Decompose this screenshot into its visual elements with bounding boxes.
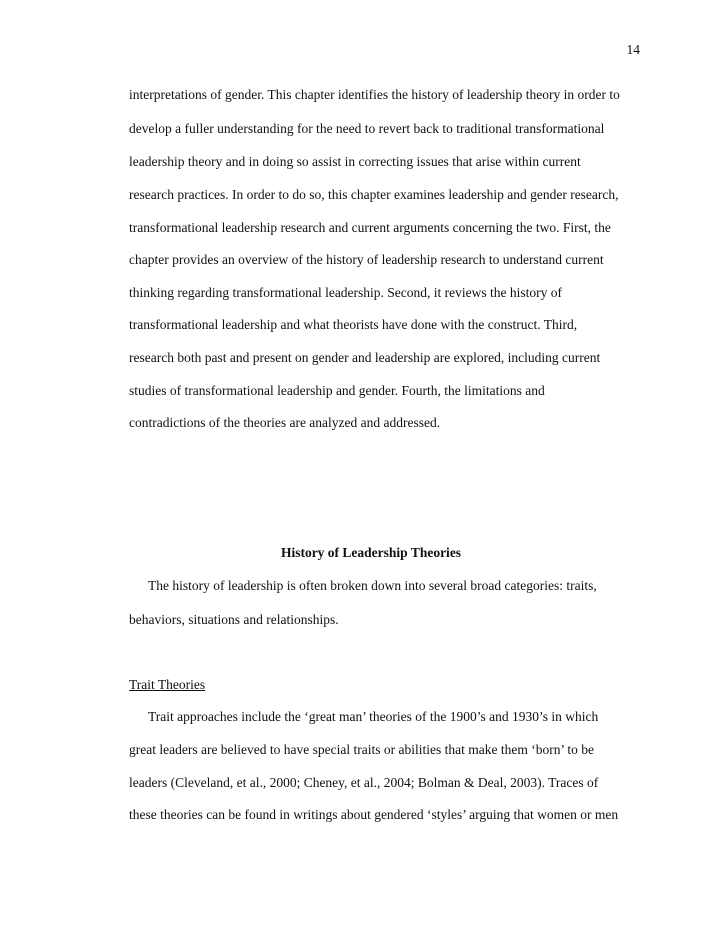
text-line: transformational leadership and what theorists have done with the construct. Third, (129, 317, 578, 332)
text-line: leadership theory and in doing so assist in correcting issues that arise within current (129, 154, 581, 169)
text-line: behaviors, situations and relationships. (129, 612, 339, 627)
text-line: transformational leadership research and current arguments concerning the two. First, the (129, 220, 611, 235)
subsection-heading: Trait Theories (129, 677, 206, 692)
text-line: research practices. In order to do so, this chapter examines leadership and gender research, (129, 187, 619, 202)
text-line: chapter provides an overview of the history of leadership research to understand current (129, 252, 604, 267)
text-line: develop a fuller understanding for the need to revert back to traditional transformational (129, 121, 605, 136)
text-line: great leaders are believed to have special traits or abilities that make them ‘born’ to be (129, 742, 594, 757)
text-line: thinking regarding transformational leadership. Second, it reviews the history of (129, 285, 563, 300)
text-line: Trait approaches include the ‘great man’ theories of the 1900’s and 1930’s in which (148, 709, 599, 724)
text-line: these theories can be found in writings about gendered ‘styles’ arguing that women or men (129, 807, 619, 822)
text-line: interpretations of gender. This chapter identifies the history of leadership theory in order to (129, 87, 620, 102)
section-heading: History of Leadership Theories (280, 545, 462, 560)
text-line: leaders (Cleveland, et al., 2000; Cheney, et al., 2004; Bolman & Deal, 2003). Traces of (129, 775, 599, 790)
text-line: The history of leadership is often broken down into several broad categories: traits, (148, 578, 597, 593)
text-line: research both past and present on gender and leadership are explored, including current (129, 350, 601, 365)
text-line: studies of transformational leadership and gender. Fourth, the limitations and (129, 383, 545, 398)
page-number: 14 (626, 42, 640, 57)
text-line: contradictions of the theories are analyzed and addressed. (129, 415, 441, 430)
